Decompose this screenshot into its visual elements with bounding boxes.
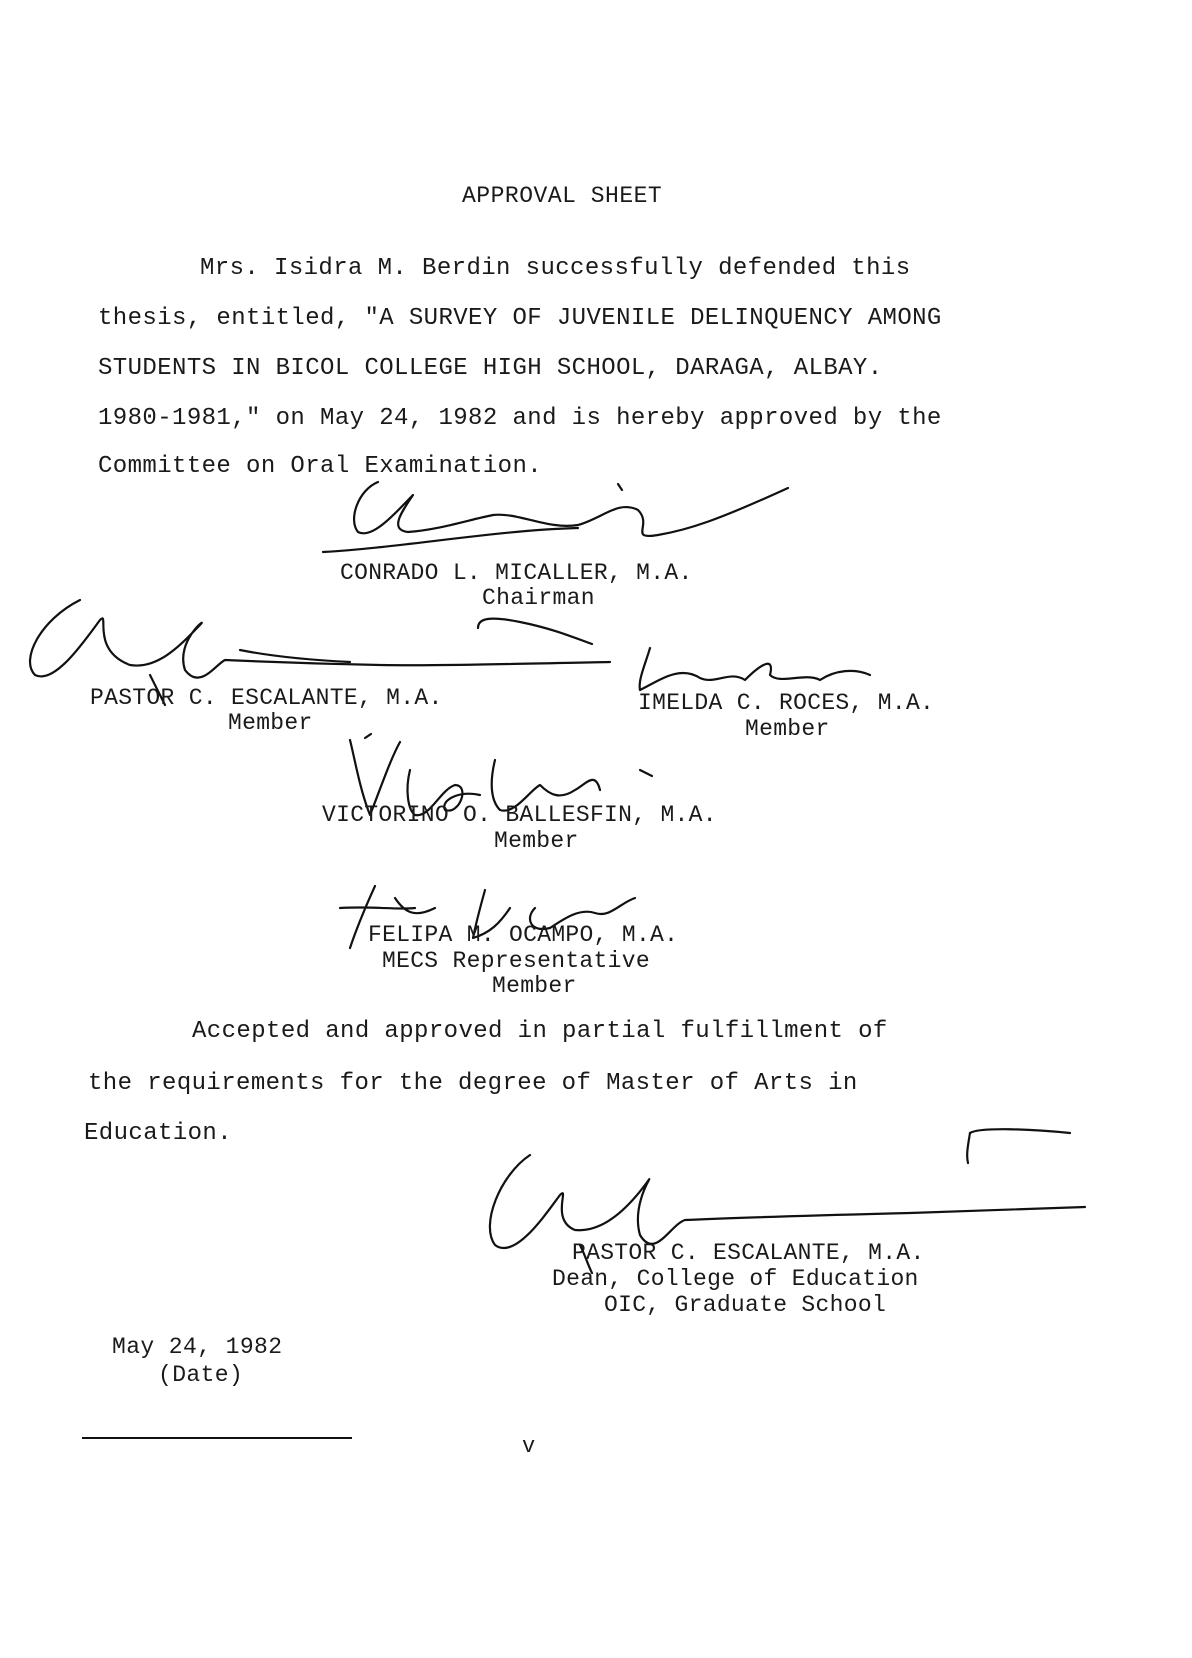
member-ballesfin-role: Member (494, 828, 579, 854)
page-number: v (522, 1434, 536, 1459)
paragraph-line: Committee on Oral Examination. (98, 453, 543, 480)
dean-title-1: Dean, College of Education (552, 1266, 919, 1292)
date-underline (82, 1437, 352, 1439)
member-escalante-role: Member (228, 710, 313, 736)
member-ballesfin-name: VICTORINO O. BALLESFIN, M.A. (322, 802, 717, 828)
page-title: APPROVAL SHEET (462, 183, 663, 209)
date-label: (Date) (158, 1362, 244, 1388)
chairman-signature (318, 470, 808, 560)
dean-title-2: OIC, Graduate School (604, 1292, 887, 1318)
member-ocampo-role: MECS Representative (382, 948, 650, 974)
date-value: May 24, 1982 (112, 1334, 283, 1360)
member-ocampo-role-2: Member (492, 973, 577, 999)
paragraph-line: Mrs. Isidra M. Berdin successfully defended this (200, 255, 911, 282)
member-escalante-name: PASTOR C. ESCALANTE, M.A. (90, 685, 443, 711)
member-roces-role: Member (745, 716, 830, 742)
paragraph-line: Accepted and approved in partial fulfillment of (192, 1018, 888, 1045)
paragraph-line: 1980-1981," on May 24, 1982 and is hereby approved by the (98, 405, 942, 432)
paragraph-line: STUDENTS IN BICOL COLLEGE HIGH SCHOOL, DARAGA, ALBAY. (98, 355, 883, 382)
member-roces-name: IMELDA C. ROCES, M.A. (638, 690, 935, 716)
paragraph-line: Education. (84, 1120, 233, 1147)
paragraph-line: thesis, entitled, "A SURVEY OF JUVENILE DELINQUENCY AMONG (98, 305, 942, 332)
chairman-name: CONRADO L. MICALLER, M.A. (340, 560, 693, 586)
paragraph-line: the requirements for the degree of Master of Arts in (88, 1070, 858, 1097)
chairman-role: Chairman (482, 585, 595, 611)
dean-name: PASTOR C. ESCALANTE, M.A. (572, 1240, 925, 1266)
member-ocampo-name: FELIPA M. OCAMPO, M.A. (368, 922, 679, 948)
